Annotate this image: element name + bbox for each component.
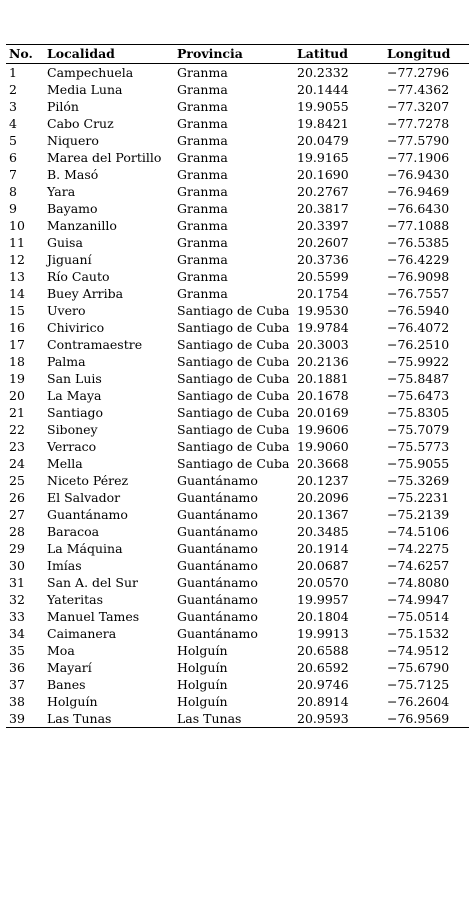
cell-longitud: −75.6790 <box>387 660 450 675</box>
cell-provincia: Santiago de Cuba <box>177 439 290 454</box>
cell-longitud: −75.6473 <box>387 388 450 403</box>
table-row <box>6 387 469 404</box>
cell-latitud: 20.2096 <box>297 490 349 505</box>
cell-provincia: Guantánamo <box>177 524 258 539</box>
table-row <box>6 370 469 387</box>
cell-provincia: Guantánamo <box>177 490 258 505</box>
cell-longitud: −76.2510 <box>387 337 450 352</box>
cell-longitud: −76.9569 <box>387 711 450 726</box>
cell-longitud: −76.5385 <box>387 235 450 250</box>
cell-no: 1 <box>9 65 17 80</box>
cell-provincia: Granma <box>177 269 228 284</box>
table-row <box>6 336 469 353</box>
cell-longitud: −77.1088 <box>387 218 450 233</box>
cell-localidad: El Salvador <box>47 490 121 505</box>
cell-localidad: Siboney <box>47 422 98 437</box>
cell-provincia: Las Tunas <box>177 711 242 726</box>
cell-provincia: Granma <box>177 252 228 267</box>
cell-no: 16 <box>9 320 25 335</box>
cell-no: 21 <box>9 405 25 420</box>
header-latitud: Latitud <box>297 46 349 61</box>
cell-no: 5 <box>9 133 17 148</box>
table-row <box>6 421 469 438</box>
cell-latitud: 20.3817 <box>297 201 349 216</box>
cell-localidad: Mayarí <box>47 660 92 675</box>
cell-longitud: −75.8305 <box>387 405 450 420</box>
table-row <box>6 642 469 659</box>
cell-longitud: −75.3269 <box>387 473 450 488</box>
cell-no: 39 <box>9 711 25 726</box>
table-row <box>6 353 469 370</box>
cell-localidad: Bayamo <box>47 201 98 216</box>
cell-longitud: −75.7125 <box>387 677 450 692</box>
table-row <box>6 251 469 268</box>
cell-provincia: Santiago de Cuba <box>177 320 290 335</box>
cell-latitud: 20.2332 <box>297 65 349 80</box>
cell-longitud: −74.6257 <box>387 558 450 573</box>
cell-latitud: 20.1444 <box>297 82 349 97</box>
cell-longitud: −77.2796 <box>387 65 450 80</box>
cell-latitud: 19.9060 <box>297 439 349 454</box>
cell-longitud: −76.9098 <box>387 269 450 284</box>
cell-provincia: Santiago de Cuba <box>177 303 290 318</box>
cell-latitud: 20.1367 <box>297 507 349 522</box>
cell-latitud: 20.1914 <box>297 541 349 556</box>
cell-longitud: −76.7557 <box>387 286 450 301</box>
cell-no: 22 <box>9 422 25 437</box>
cell-provincia: Guantánamo <box>177 473 258 488</box>
table-row <box>6 557 469 574</box>
cell-latitud: 20.0479 <box>297 133 349 148</box>
table-row <box>6 591 469 608</box>
cell-localidad: Las Tunas <box>47 711 112 726</box>
cell-longitud: −77.5790 <box>387 133 450 148</box>
table-row <box>6 217 469 234</box>
cell-longitud: −75.2231 <box>387 490 450 505</box>
cell-provincia: Guantánamo <box>177 609 258 624</box>
cell-no: 32 <box>9 592 25 607</box>
cell-latitud: 20.2607 <box>297 235 349 250</box>
cell-provincia: Guantánamo <box>177 507 258 522</box>
cell-provincia: Holguín <box>177 694 228 709</box>
cell-localidad: Chivirico <box>47 320 105 335</box>
cell-longitud: −75.1532 <box>387 626 450 641</box>
cell-provincia: Granma <box>177 218 228 233</box>
cell-no: 20 <box>9 388 25 403</box>
table-row <box>6 268 469 285</box>
table-row <box>6 404 469 421</box>
cell-latitud: 20.1754 <box>297 286 349 301</box>
cell-longitud: −74.9947 <box>387 592 450 607</box>
cell-provincia: Granma <box>177 184 228 199</box>
cell-localidad: Moa <box>47 643 75 658</box>
cell-localidad: Campechuela <box>47 65 134 80</box>
cell-latitud: 20.3397 <box>297 218 349 233</box>
table-row <box>6 523 469 540</box>
cell-localidad: Uvero <box>47 303 86 318</box>
cell-localidad: Cabo Cruz <box>47 116 114 131</box>
table-row <box>6 98 469 115</box>
cell-localidad: San Luis <box>47 371 102 386</box>
localities-table <box>6 44 469 728</box>
cell-provincia: Granma <box>177 150 228 165</box>
table-body <box>6 64 469 727</box>
cell-localidad: Río Cauto <box>47 269 110 284</box>
cell-longitud: −76.5940 <box>387 303 450 318</box>
table-row <box>6 625 469 642</box>
cell-latitud: 19.9913 <box>297 626 349 641</box>
cell-no: 37 <box>9 677 25 692</box>
cell-latitud: 20.2136 <box>297 354 349 369</box>
cell-no: 9 <box>9 201 17 216</box>
cell-provincia: Santiago de Cuba <box>177 456 290 471</box>
cell-localidad: Santiago <box>47 405 104 420</box>
table-row <box>6 234 469 251</box>
cell-latitud: 20.6588 <box>297 643 349 658</box>
cell-longitud: −75.9922 <box>387 354 450 369</box>
cell-localidad: Palma <box>47 354 86 369</box>
cell-provincia: Santiago de Cuba <box>177 354 290 369</box>
table-row <box>6 285 469 302</box>
cell-provincia: Granma <box>177 116 228 131</box>
table-row <box>6 319 469 336</box>
cell-localidad: Holguín <box>47 694 98 709</box>
cell-no: 23 <box>9 439 25 454</box>
table-row <box>6 676 469 693</box>
cell-latitud: 20.1690 <box>297 167 349 182</box>
table-row <box>6 302 469 319</box>
cell-localidad: Pilón <box>47 99 79 114</box>
cell-provincia: Santiago de Cuba <box>177 405 290 420</box>
cell-latitud: 19.9784 <box>297 320 349 335</box>
table-row <box>6 574 469 591</box>
cell-no: 12 <box>9 252 25 267</box>
cell-localidad: Manuel Tames <box>47 609 140 624</box>
cell-provincia: Santiago de Cuba <box>177 388 290 403</box>
cell-longitud: −77.1906 <box>387 150 450 165</box>
cell-latitud: 20.6592 <box>297 660 349 675</box>
cell-latitud: 20.1881 <box>297 371 349 386</box>
cell-localidad: Verraco <box>47 439 97 454</box>
cell-localidad: Niceto Pérez <box>47 473 129 488</box>
cell-latitud: 19.9055 <box>297 99 349 114</box>
cell-provincia: Guantánamo <box>177 575 258 590</box>
header-localidad: Localidad <box>47 46 115 61</box>
cell-longitud: −75.8487 <box>387 371 450 386</box>
cell-no: 6 <box>9 150 17 165</box>
table-row <box>6 489 469 506</box>
cell-latitud: 20.0169 <box>297 405 349 420</box>
cell-latitud: 20.3485 <box>297 524 349 539</box>
cell-localidad: La Máquina <box>47 541 123 556</box>
header-no: No. <box>9 46 33 61</box>
cell-longitud: −75.9055 <box>387 456 450 471</box>
cell-provincia: Santiago de Cuba <box>177 371 290 386</box>
cell-latitud: 19.9165 <box>297 150 349 165</box>
cell-latitud: 20.1678 <box>297 388 349 403</box>
cell-longitud: −76.4072 <box>387 320 450 335</box>
cell-provincia: Granma <box>177 235 228 250</box>
cell-latitud: 20.3736 <box>297 252 349 267</box>
header-provincia: Provincia <box>177 46 243 61</box>
cell-localidad: Baracoa <box>47 524 100 539</box>
cell-provincia: Granma <box>177 82 228 97</box>
cell-no: 7 <box>9 167 17 182</box>
cell-no: 15 <box>9 303 25 318</box>
cell-no: 18 <box>9 354 25 369</box>
cell-longitud: −75.5773 <box>387 439 450 454</box>
cell-longitud: −75.0514 <box>387 609 450 624</box>
cell-provincia: Holguín <box>177 660 228 675</box>
cell-latitud: 20.8914 <box>297 694 349 709</box>
table-row <box>6 200 469 217</box>
cell-latitud: 20.5599 <box>297 269 349 284</box>
cell-latitud: 19.9957 <box>297 592 349 607</box>
cell-longitud: −76.6430 <box>387 201 450 216</box>
cell-no: 26 <box>9 490 25 505</box>
cell-provincia: Holguín <box>177 643 228 658</box>
cell-localidad: Contramaestre <box>47 337 143 352</box>
cell-longitud: −76.2604 <box>387 694 450 709</box>
cell-provincia: Granma <box>177 286 228 301</box>
cell-no: 30 <box>9 558 25 573</box>
table-row <box>6 659 469 676</box>
table-row <box>6 472 469 489</box>
cell-longitud: −74.9512 <box>387 643 450 658</box>
cell-no: 25 <box>9 473 25 488</box>
cell-no: 29 <box>9 541 25 556</box>
table-row <box>6 183 469 200</box>
table-row <box>6 693 469 710</box>
cell-longitud: −75.2139 <box>387 507 450 522</box>
cell-provincia: Holguín <box>177 677 228 692</box>
cell-localidad: San A. del Sur <box>47 575 138 590</box>
table-row <box>6 438 469 455</box>
cell-no: 24 <box>9 456 25 471</box>
cell-localidad: Guantánamo <box>47 507 128 522</box>
cell-latitud: 20.3668 <box>297 456 349 471</box>
table-row <box>6 64 469 81</box>
cell-no: 36 <box>9 660 25 675</box>
table-row <box>6 81 469 98</box>
cell-latitud: 20.3003 <box>297 337 349 352</box>
cell-latitud: 19.8421 <box>297 116 349 131</box>
table-row <box>6 166 469 183</box>
cell-no: 13 <box>9 269 25 284</box>
cell-no: 14 <box>9 286 25 301</box>
cell-no: 2 <box>9 82 17 97</box>
cell-longitud: −77.4362 <box>387 82 450 97</box>
cell-localidad: Mella <box>47 456 83 471</box>
cell-localidad: Jiguaní <box>47 252 92 267</box>
cell-no: 10 <box>9 218 25 233</box>
table-row <box>6 455 469 472</box>
cell-latitud: 20.9593 <box>297 711 349 726</box>
cell-provincia: Guantánamo <box>177 541 258 556</box>
cell-latitud: 20.0570 <box>297 575 349 590</box>
cell-no: 3 <box>9 99 17 114</box>
cell-localidad: Manzanillo <box>47 218 117 233</box>
table-row <box>6 540 469 557</box>
cell-latitud: 20.9746 <box>297 677 349 692</box>
cell-no: 35 <box>9 643 25 658</box>
cell-latitud: 20.0687 <box>297 558 349 573</box>
cell-provincia: Guantánamo <box>177 592 258 607</box>
cell-localidad: Media Luna <box>47 82 123 97</box>
cell-provincia: Granma <box>177 167 228 182</box>
table-row <box>6 608 469 625</box>
cell-latitud: 20.2767 <box>297 184 349 199</box>
cell-longitud: −76.9430 <box>387 167 450 182</box>
cell-longitud: −76.4229 <box>387 252 450 267</box>
cell-provincia: Santiago de Cuba <box>177 337 290 352</box>
cell-longitud: −77.3207 <box>387 99 450 114</box>
cell-provincia: Granma <box>177 99 228 114</box>
cell-no: 38 <box>9 694 25 709</box>
cell-no: 34 <box>9 626 25 641</box>
cell-provincia: Guantánamo <box>177 558 258 573</box>
cell-no: 19 <box>9 371 25 386</box>
cell-longitud: −77.7278 <box>387 116 450 131</box>
cell-latitud: 19.9606 <box>297 422 349 437</box>
cell-no: 31 <box>9 575 25 590</box>
cell-localidad: Niquero <box>47 133 99 148</box>
cell-localidad: Banes <box>47 677 86 692</box>
cell-no: 4 <box>9 116 17 131</box>
cell-latitud: 19.9530 <box>297 303 349 318</box>
table-header <box>6 45 469 64</box>
cell-latitud: 20.1804 <box>297 609 349 624</box>
cell-localidad: Guisa <box>47 235 83 250</box>
cell-longitud: −74.8080 <box>387 575 450 590</box>
cell-no: 33 <box>9 609 25 624</box>
cell-longitud: −74.2275 <box>387 541 450 556</box>
cell-localidad: B. Masó <box>47 167 99 182</box>
header-longitud: Longitud <box>387 46 451 61</box>
cell-localidad: Caimanera <box>47 626 117 641</box>
cell-no: 8 <box>9 184 17 199</box>
table-row <box>6 506 469 523</box>
cell-provincia: Granma <box>177 65 228 80</box>
cell-localidad: Yara <box>47 184 76 199</box>
cell-no: 17 <box>9 337 25 352</box>
cell-localidad: Imías <box>47 558 82 573</box>
cell-latitud: 20.1237 <box>297 473 349 488</box>
cell-provincia: Guantánamo <box>177 626 258 641</box>
table-row <box>6 710 469 727</box>
table-row <box>6 132 469 149</box>
cell-localidad: La Maya <box>47 388 102 403</box>
cell-provincia: Santiago de Cuba <box>177 422 290 437</box>
cell-no: 27 <box>9 507 25 522</box>
cell-longitud: −76.9469 <box>387 184 450 199</box>
cell-longitud: −75.7079 <box>387 422 450 437</box>
cell-longitud: −74.5106 <box>387 524 450 539</box>
cell-localidad: Marea del Portillo <box>47 150 162 165</box>
cell-localidad: Yateritas <box>47 592 104 607</box>
cell-localidad: Buey Arriba <box>47 286 124 301</box>
table-row <box>6 149 469 166</box>
cell-provincia: Granma <box>177 201 228 216</box>
cell-no: 28 <box>9 524 25 539</box>
cell-no: 11 <box>9 235 25 250</box>
table-row <box>6 115 469 132</box>
cell-provincia: Granma <box>177 133 228 148</box>
